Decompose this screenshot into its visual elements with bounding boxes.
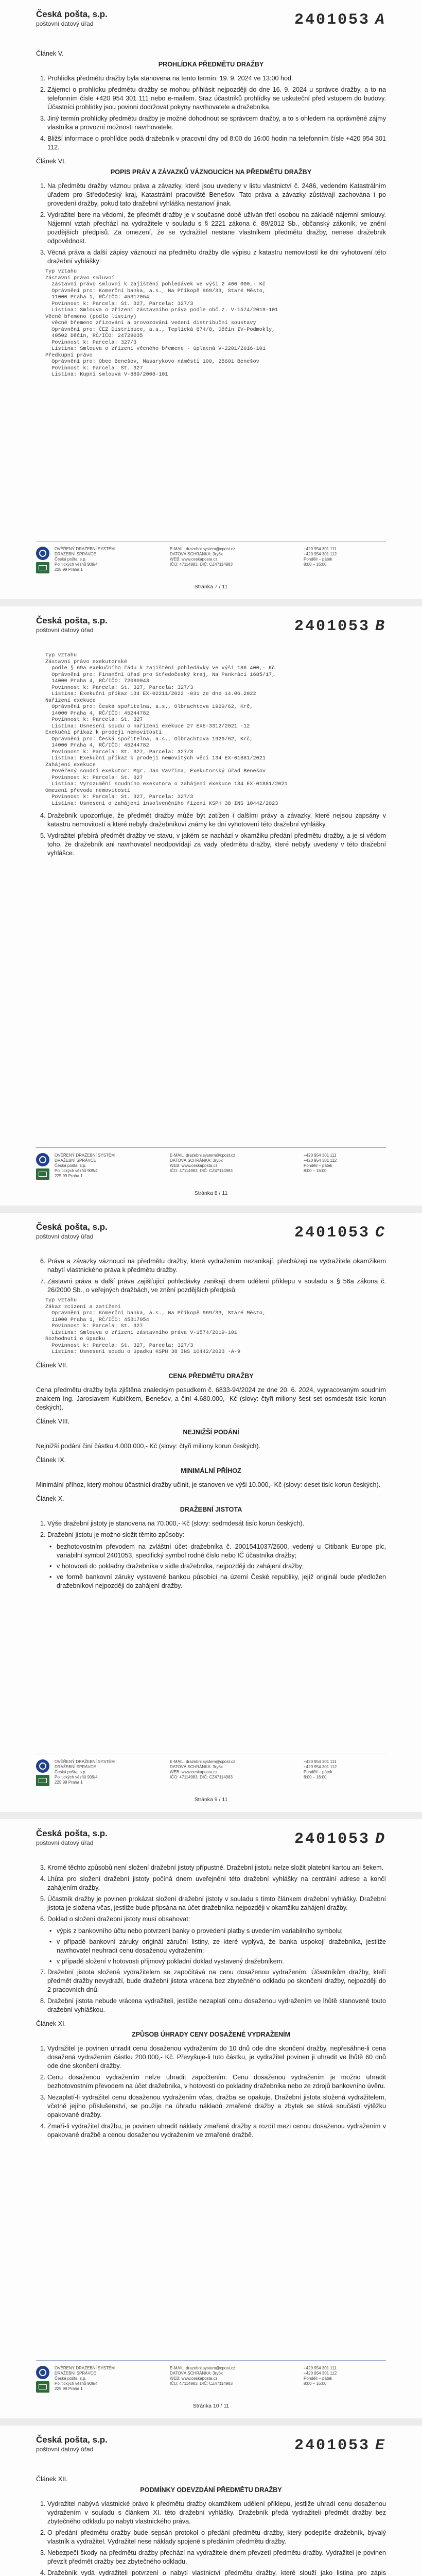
document-page [0,1213,422,1812]
seal-icon [36,1759,49,1773]
text-line: WEB: www.ceskaposta.cz [170,1163,218,1168]
text-line: Oprávnění pro: Česká spořitelna, a.s., Olbrachtova 1929/62, Krč, [45,704,253,710]
brand-subtitle: poštovní datový úřad [36,1839,94,1846]
text-line: +420 954 301 111 [304,547,337,551]
letterhead [36,9,108,27]
text-line: Politických vězňů 909/4 [55,1168,98,1173]
text-line: Listina: Vyrozumění soudního exekutora o zahájení exekuce 134 EX-01881/2021 [45,782,288,787]
text-line: Typ vztahu [45,1298,77,1303]
text-line: Listina: Exekuční příkaz k prodeji nemovitých věcí 134 EX-01881/2021 [45,756,266,761]
text-line: Pondělí – pátek [304,1163,332,1168]
document-id: 2401053 C [294,1224,386,1242]
seal-icon [36,2366,49,2379]
text-line: DATOVÁ SCHRÁNKA: 3ry6x [170,1158,223,1163]
text-line: +420 954 301 112 [304,1158,337,1163]
list-item: 4. Bližší informace o prohlídce podá dražebník v pracovní dny od 8:00 do 16:00 hodin na telefonním čísle +420 954 301 112. [47,134,386,152]
text-line: Politických vězňů 909/4 [55,562,98,567]
section-title: CENA PŘEDMĚTU DRAŽBY [168,1372,254,1380]
list-item: 2. Cenu dosaženou vydražením nelze uhradit započtením. Cenu dosaženou vydražením je možno uhradit bezhotovostním převodem na účet dražebníka, v hotovosti do pokladny dražebníka nebo ze zdrojů bankovního úvěru. [47,2073,386,2091]
page-separator [0,2418,422,2426]
text-line: IČO: 47114983, DIČ: CZ47114983 [170,1775,233,1780]
bullet-item: • bezhotovostním převodem na zvláštní účet dražebníka č. 2001541037/2600, vedený u Citibank Europe plc, variabilní symbol 2401053, specifický symbol rodné číslo nebo IČ účastníka dražby; [57,1543,386,1560]
text-line: Listina: Kupní smlouva V-889/2008-101 [45,372,168,378]
text-line: E-MAIL: drazebni.system@cpost.cz [170,547,235,551]
text-line: 8:00 – 16:00 [304,562,327,567]
certificate-icon [36,562,49,573]
text-line: 11000 Praha 1, RČ/IČO: 45317054 [45,1317,149,1323]
text-line: 225 99 Praha 1 [55,567,83,572]
page-footer [36,1147,386,1182]
footer-phone [304,1759,337,1780]
text-line: Pondělí – pátek [304,2376,332,2381]
text-line: 40502 Děčín, RČ/IČO: 24729035 [45,333,143,339]
text-line: Omezení převodu nemovitosti [45,788,131,794]
numbered-list [36,182,386,266]
letterhead [36,2435,108,2453]
page-content [36,2470,386,2576]
list-item: 6. Doklad o složení dražební jistoty musí obsahovat: [47,1915,386,1924]
brand-name: Česká pošta, s.p. [36,2435,108,2445]
brand-subtitle: poštovní datový úřad [36,1233,94,1240]
text-line: OVĚŘENÝ DRAŽEBNÍ SYSTÉM [55,547,115,551]
text-line: 225 99 Praha 1 [55,2386,83,2391]
letterhead [36,1828,108,1846]
text-line: 225 99 Praha 1 [55,1174,83,1178]
text-line: DRAŽEBNÍ SPRÁVCE [55,2371,96,2376]
footer-contact [170,2366,235,2386]
brand-name: Česká pošta, s.p. [36,1222,108,1232]
text-line: IČO: 47114983, DIČ: CZ47114983 [170,562,233,567]
text-line: +420 954 301 111 [304,1759,337,1764]
numbered-list [36,1519,386,1539]
text-line: IČO: 47114983, DIČ: CZ47114983 [170,1168,233,1173]
section-title: PROHLÍDKA PŘEDMĚTU DRAŽBY [158,61,264,68]
list-item: 1. Výše dražební jistoty je stanovena na 70.000,- Kč (slovy: sedmdesát tisíc korun českých). [47,1519,386,1528]
seal-icon [36,547,49,560]
text-line: Typ vztahu [45,653,77,658]
text-line: WEB: www.ceskaposta.cz [170,557,218,562]
page-footer [36,541,386,575]
numbered-list [36,1257,386,1295]
page-content [36,651,386,861]
text-line: +420 954 301 112 [304,2371,337,2376]
list-item: 7. Zástavní práva a další práva zajišťující pohledávky zanikají dnem udělení příklepu v souladu s § 56a zákona č. 26/2000 Sb., o veřejných dražbách, ve znění pozdějších předpisů. [47,1277,386,1295]
bullet-item: • výpis z bankovního účtu nebo potvrzení banky o provedení platby s uvedením variabilního symbolu; [57,1927,386,1936]
section-title: ZPŮSOB ÚHRADY CENY DOSAŽENÉ VYDRAŽENÍM [131,2031,291,2038]
article-heading: Článek VII. [36,1361,68,1369]
article-heading: Článek VI. [36,158,66,165]
text-line: WEB: www.ceskaposta.cz [170,2376,218,2381]
article-heading: Článek V. [36,50,64,57]
text-line: +420 954 301 111 [304,1153,337,1158]
article-heading: Článek XII. [36,2476,68,2483]
text-line: Listina: Smlouva o zřízení zástavního práva podle obč.z. V-1574/2019-101 [45,308,278,313]
footer-address [55,2366,115,2392]
list-item: 2. O předání předmětu dražby bude sepsán protokol o předání předmětu dražby, který podepíše dražebník, bývalý vlastník a vydražitel. Vydražitel nese náklady spojené s předáním předmětu dražby. [47,2529,386,2546]
text-line: +420 954 301 112 [304,552,337,556]
text-line: E-MAIL: drazebni.system@cpost.cz [170,1153,235,1158]
list-item: 1. Vydražitel nabývá vlastnické právo k předmětu dražby okamžikem udělení příklepu, jestliže uhradí cenu dosaženou vydražením v souladu s článkem XI. této dražební vyhlášky. Dražebník předá vydražiteli předmět dražby bez zbytečného odkladu po nabytí vlastnického práva. [47,2500,386,2526]
article-heading: Článek XI. [36,2020,66,2027]
text-line: Rozhodnutí o úpadku [45,1336,106,1342]
text-line: Česká pošta, s.p. [55,1163,86,1168]
text-line: Zástavní právo exekutorské [45,659,127,665]
text-line: Zákaz zcizení a zatížení [45,1304,121,1310]
text-line: Povinnost k: Parcela: St. 327 [45,717,143,723]
article-heading: Článek IX. [36,1456,66,1464]
text-line: Pondělí – pátek [304,557,332,562]
text-line: 8:00 – 16:00 [304,2381,327,2386]
page-number: Stránka 8 / 11 [194,1190,228,1196]
footer-contact [170,1153,235,1174]
bullet-list [36,1927,386,1966]
bullet-list [36,1543,386,1590]
list-item: 3. Věcná práva a další zápisy váznoucí na předmětu dražby dle výpisu z katastru nemovitostí ke dni vyhotovení této dražební vyhlášky: [47,248,386,266]
list-item: 1. Vydražitel je povinen uhradit cenu dosaženou vydražením do 10 dnů ode dne skončení dražby, nepřesáhne-li cena dosažená vydražením částku 200.000,- Kč. Převyšuje-li tuto částku, je vydražitel povinen ji uhradit ve lhůtě 60 dnů ode dne skončení dražby. [47,2044,386,2071]
text-line: Listina: Usnesení soudu o nařízení exekuce 27 EXE-3312/2021 -12 [45,723,250,730]
text-line: Zahájení exekuce [45,762,96,768]
section-title: MINIMÁLNÍ PŘÍHOZ [181,1467,241,1475]
text-line: Listina: Usnesení o zahájení insolvenčního řízení KSPH 38 INS 10442/2023 [45,801,278,807]
text-line: Nařízení exekuce [45,698,96,704]
text-line: Pondělí – pátek [304,1770,332,1774]
text-line: 11000 Praha 1, RČ/IČO: 45317054 [45,295,149,300]
footer-phone [304,547,337,567]
article-heading: Článek VIII. [36,1417,70,1425]
document-id: 2401053 E [294,2437,386,2454]
text-line: Česká pošta, s.p. [55,2376,86,2381]
text-line: E-MAIL: drazebni.system@cpost.cz [170,1759,235,1764]
land-register-extract [45,1298,386,1356]
land-register-extract [45,653,386,807]
list-item: 4. Lhůta pro složení dražební jistoty počíná dnem uveřejnění této dražební vyhlášky na centrální adrese a končí zahájením dražby. [47,1875,386,1892]
text-line: OVĚŘENÝ DRAŽEBNÍ SYSTÉM [55,1153,115,1158]
page-separator [0,1206,422,1213]
bullet-item: • v hotovosti do pokladny dražebníka v sídle dražebníka, nejpozději do zahájení dražby; [57,1562,386,1571]
list-item: 1. Prohlídka předmětu dražby byla stanovena na tento termín: 19. 9. 2024 ve 13:00 hod. [47,74,386,83]
text-line: zástavní právo smluvní k zajištění pohledávek ve výši 2 400 000,- Kč [45,282,266,287]
text-line: DRAŽEBNÍ SPRÁVCE [55,552,96,556]
text-line: Listina: Smlouva o zřízení zástavního práva V-1574/2019-101 [45,1330,237,1336]
text-line: DATOVÁ SCHRÁNKA: 3ry6x [170,1765,223,1769]
certificate-icon [36,1168,49,1180]
article-heading: Článek X. [36,1495,64,1502]
document-page [0,0,422,599]
page-footer [36,1754,386,1788]
text-line: Povinnost k: Parcela: St. 327, Parcela: 327/3 [45,685,194,691]
certificate-icon [36,2381,49,2393]
text-line: Politických vězňů 909/4 [55,1775,98,1780]
text-line: DRAŽEBNÍ SPRÁVCE [55,1765,96,1769]
list-item: 5. Účastník dražby je povinen prokázat složení dražební jistoty v souladu s tímto článkem dražební vyhlášky. Dražební jistota je složena včas, jestliže bude připsána na účet dražebníka nejpozději v okamžiku zahájení dražby. [47,1895,386,1912]
page-number: Stránka 10 / 11 [192,2403,230,2409]
page-content [36,1257,386,1592]
section-title: DRAŽEBNÍ JISTOTA [180,1505,242,1513]
text-line: +420 954 301 111 [304,2366,337,2370]
list-item: 2. Zájemci o prohlídku předmětu dražby se mohou přihlásit nejpozději do dne 16. 9. 2024 u správce dražby, a to na telefonním čísle +420 954 301 111 nebo e-mailem. Sraz účastníků prohlídky se uskuteční před vstupem do budovy. Účastníci prohlídky jsou povinni dodržovat pokyny navrhovatele a dražebníka. [47,86,386,112]
page-footer [36,2360,386,2395]
numbered-list [36,74,386,152]
numbered-list [36,1863,386,1924]
certificate-icon [36,1775,49,1786]
document-id: 2401053 D [294,1831,386,1848]
text-line: Předkupní právo [45,352,93,359]
seal-icon [36,1153,49,1166]
text-line: 8:00 – 16:00 [304,1775,327,1780]
list-item: 7. Dražební jistota složená vydražitelem se započítává na cenu dosaženou vydražením. Účastníkům dražby, kteří předmět dražby nevydraží, bude dražební jistota vrácena bez zbytečného odkladu po skončení dražby, nejpozději do 2 pracovních dnů. [47,1968,386,1994]
text-line: +420 954 301 112 [304,1765,337,1769]
footer-phone [304,2366,337,2386]
text-line: Povinnost k: Parcela: St. 327, Parcela: 327/3 [45,794,194,800]
text-line: Exekuční příkaz k prodeji nemovitosti [45,730,162,736]
list-item: 8. Dražební jistota nebude vrácena vydražiteli, jestliže nezaplatí cenu dosaženou vydražením ve lhůtě stanovené touto dražební vyhláškou. [47,1997,386,2014]
page-separator [0,1812,422,1819]
bullet-item: • v případě bankovní záruky originál záruční listiny, ze které vyplývá, že banka uspokojí dražebníka, jestliže navrhovatel neuhradí cenu dosaženou vydražením; [57,1938,386,1955]
bullet-item: • ve formě bankovní záruky vystavené bankou působící na území České republiky, jejíž originál bude předložen dražebníkovi nejpozději do zahájení dražby. [57,1573,386,1590]
text-line: Česká pošta, s.p. [55,557,86,562]
text-line: Povinnost k: Parcela: St. 327, Parcela: 327/3 [45,301,194,307]
letterhead [36,1222,108,1240]
text-line: Věcné břemeno (podle listiny) [45,314,137,320]
document-page [0,2426,422,2576]
page-separator [0,599,422,606]
text-line: Zástavní právo smluvní [45,275,115,281]
text-line: E-MAIL: drazebni.system@cpost.cz [170,2366,235,2370]
footer-address [55,547,115,572]
text-line: DATOVÁ SCHRÁNKA: 3ry6x [170,552,223,556]
text-line: Oprávnění pro: Komerční banka, a.s., Na Příkopě 969/33, Staré Město, [45,1311,266,1316]
list-item: 2. Vydražitel bere na vědomí, že předmět dražby je v současné době užíván třetí osobou na základě nájemní smlouvy. Nájemní vztah přechází na vydražitele v souladu s § 2221 zákona č. 89/2012 Sb., občanský zákoník, ve znění pozdějších předpisů. Za omezení, že se vydražitel nestane vlastníkem předmětu dražby, nenese dražebník odpovědnost. [47,211,386,246]
numbered-list [36,811,386,858]
text-line: 8:00 – 16:00 [304,1168,327,1173]
footer-address [55,1153,115,1179]
text-line: Povinnost k: Parcela: St. 327, Parcela: 327/3 [45,749,194,755]
text-line: Pověřený soudní exekutor: Mgr. Jan Vavřina, Exekutorský úřad Benešov [45,769,266,774]
text-line: Povinnost k: Parcela: St. 327 [45,365,143,371]
footer-phone [304,1153,337,1174]
text-line: DRAŽEBNÍ SPRÁVCE [55,1158,96,1163]
list-item: 4. Zmaří-li vydražitel dražbu, je povinen uhradit náklady zmařené dražby a rozdíl mezi cenou dosaženou vydražením v opakované dražbě a cenou dosaženou vydražením ve zmařené dražbě. [47,2122,386,2140]
list-item: 2. Dražební jistotu je možno složit těmito způsoby: [47,1531,386,1539]
section-title: NEJNIŽŠÍ PODÁNÍ [183,1428,239,1436]
text-line: Povinnost k: Parcela: St. 327 [45,775,143,781]
brand-name: Česká pošta, s.p. [36,9,108,19]
page-number: Stránka 7 / 11 [194,584,228,590]
list-item: 3. Jiný termín prohlídky předmětu dražby je možné dohodnout se správcem dražby, a to s ohledem na oprávněné zájmy vlastníka a provozní možnosti navrhovatele. [47,114,386,132]
text-line: Politických vězňů 909/4 [55,2381,98,2386]
list-item: 6. Práva a závazky váznoucí na předmětu dražby, které vydražením nezanikají, přecházejí na vydražitele okamžikem nabytí vlastnického práva k předmětu dražby. [47,1257,386,1275]
text-line: Oprávnění pro: Komerční banka, a.s., Na Příkopě 969/33, Staré Město, [45,288,266,294]
text-line: 225 99 Praha 1 [55,1780,83,1785]
text-line: Listina: Exekuční příkaz 134 EX-02211/2022 -031 ze dne 14.06.2022 [45,691,256,697]
section-title: POPIS PRÁV A ZÁVAZKŮ VÁZNOUCÍCH NA PŘEDMĚTU DRAŽBY [110,168,312,176]
letterhead [36,616,108,634]
text-line: podle § 69a exekučního řádu k zajištění pohledávky ve výši 186 400,- Kč [45,666,275,671]
section-title: PODMÍNKY ODEVZDÁNÍ PŘEDMĚTU DRAŽBY [140,2486,282,2494]
list-item: 3. Kromě těchto způsobů není složení dražební jistoty přípustné. Dražební jistotu nelze složit platební kartou ani šekem. [47,1863,386,1872]
list-item: 1. Na předmětu dražby váznou práva a závazky, které jsou uvedeny v listu vlastnictví č. 2486, vedeném Katastrálním úřadem pro Středočeský kraj, Katastrální pracoviště Benešov. Tato práva a závazky zůstávají zachována i po provedení dražby, pokud tato dražební vyhláška nestanoví jinak. [47,182,386,208]
page-number: Stránka 9 / 11 [194,1797,228,1803]
text-line: WEB: www.ceskaposta.cz [170,1770,218,1774]
text-line: DATOVÁ SCHRÁNKA: 3ry6x [170,2371,223,2376]
text-line: IČO: 47114983, DIČ: CZ47114983 [170,2381,233,2386]
text-line: Povinnost k: Parcela: St. 327 [45,1324,143,1329]
text-line: 14000 Praha 4, RČ/IČO: 45244782 [45,710,149,717]
footer-contact [170,547,235,567]
list-item: 3. Nezaplatí-li vydražitel cenu dosaženou vydražením včas, dražba se opakuje. Dražební jistota složená vydražitelem, včetně jejího příslušenství, se použije na úhradu nákladů zmařené dražby a zbytek se stává součástí výtěžku opakované dražby. [47,2093,386,2120]
bullet-item: • v případě složení v hotovosti příjmový pokladní doklad vystavený dražebníkem. [57,1957,386,1966]
list-item: 3. Nebezpečí škody na předmětu dražby přechází na vydražitele dnem převzetí předmětu dražby. Vydražitel je povinen převzít předmět dražby bez zbytečného odkladu. [47,2549,386,2566]
text-line: věcné břemeno zřizování a provozování vedení distribuční soustavy [45,320,256,326]
page-content [36,1863,386,2143]
brand-subtitle: poštovní datový úřad [36,20,94,27]
brand-name: Česká pošta, s.p. [36,1828,108,1838]
document-page [0,1819,422,2418]
text-line: Oprávnění pro: Obec Benešov, Masarykovo náměstí 100, 25601 Benešov [45,359,259,365]
text-line: Oprávnění pro: Česká spořitelna, a.s., Olbrachtova 1929/62, Krč, [45,736,253,742]
text-line: 14000 Praha 4, RČ/IČO: 72080043 [45,679,149,684]
brand-name: Česká pošta, s.p. [36,616,108,625]
text-line: Oprávnění pro: ČEZ Distribuce, a.s., Teplická 874/8, Děčín IV-Podmokly, [45,327,275,333]
text-line: Listina: Usnesení soudu o úpadku KSPH 38 INS 10442/2023 -A-9 [45,1349,241,1355]
text-line: Oprávnění pro: Finanční úřad pro Středočeský kraj, Na Pankráci 1685/17, [45,672,275,678]
text-line: Povinnost k: Parcela: 327/3 [45,340,137,346]
land-register-extract [45,269,386,379]
text-line: Povinnost k: Parcela: St. 327, Parcela: 327/3 [45,1343,194,1349]
footer-contact [170,1759,235,1780]
text-line: Listina: Smlouva o zřízení věcného břemene - úplatná V-2201/2016-101 [45,346,266,352]
list-item: 4. Dražebník vydá vydražiteli potvrzení o nabytí vlastnictví předmětu dražby, které slouží jako listina pro zápis [47,2569,386,2576]
text-line: 14000 Praha 4, RČ/IČO: 45244782 [45,743,149,749]
numbered-list [36,2044,386,2140]
paragraph: Nejnižší podání činí částku 4.000.000,- Kč (slovy: čtyři miliony korun českých). [36,1442,261,1450]
numbered-list [36,2500,386,2576]
document-page [0,606,422,1206]
text-line: Typ vztahu [45,269,77,275]
list-item: 4. Dražebník upozorňuje, že předmět dražby může být zatížen i dalšími právy a závazky, které nejsou zapsány v katastru nemovitostí a které nebyly dražebníkovi známy ke dni vyhotovení této dražební vyhlášky. [47,811,386,829]
text-line: OVĚŘENÝ DRAŽEBNÍ SYSTÉM [55,1759,115,1764]
brand-subtitle: poštovní datový úřad [36,626,94,634]
document-id: 2401053 A [294,11,386,29]
brand-subtitle: poštovní datový úřad [36,2446,94,2453]
page-content [36,44,386,383]
paragraph: Minimální příhoz, který mohou účastníci dražby učinit, je stanoven ve výši 10.000,- Kč (slovy: deset tisíc korun českých). [36,1481,381,1488]
list-item: 5. Vydražitel přebírá předmět dražby ve stavu, v jakém se nachází v okamžiku předání předmětu dražby, a je si vědom toho, že dražebník ani navrhovatel neodpovídají za vady předmětu dražby, které nebyly uvedeny v této dražební vyhlášce. [47,832,386,858]
numbered-list [36,1968,386,2014]
text-line: OVĚŘENÝ DRAŽEBNÍ SYSTÉM [55,2366,115,2370]
text-line: Česká pošta, s.p. [55,1770,86,1774]
document-id: 2401053 B [294,618,386,635]
footer-address [55,1759,115,1785]
paragraph: Cena předmětu dražby byla zjištěna znaleckým posudkem č. 6833-94/2024 ze dne 20. 6. 2024, vypracovaným soudním znalcem Ing. Jaroslavem Kubíčkem, Benešov, a činí 4.680.000,- Kč (slovy: čtyři miliony šest set osmdesát tisíc korun českých). [36,1386,386,1411]
